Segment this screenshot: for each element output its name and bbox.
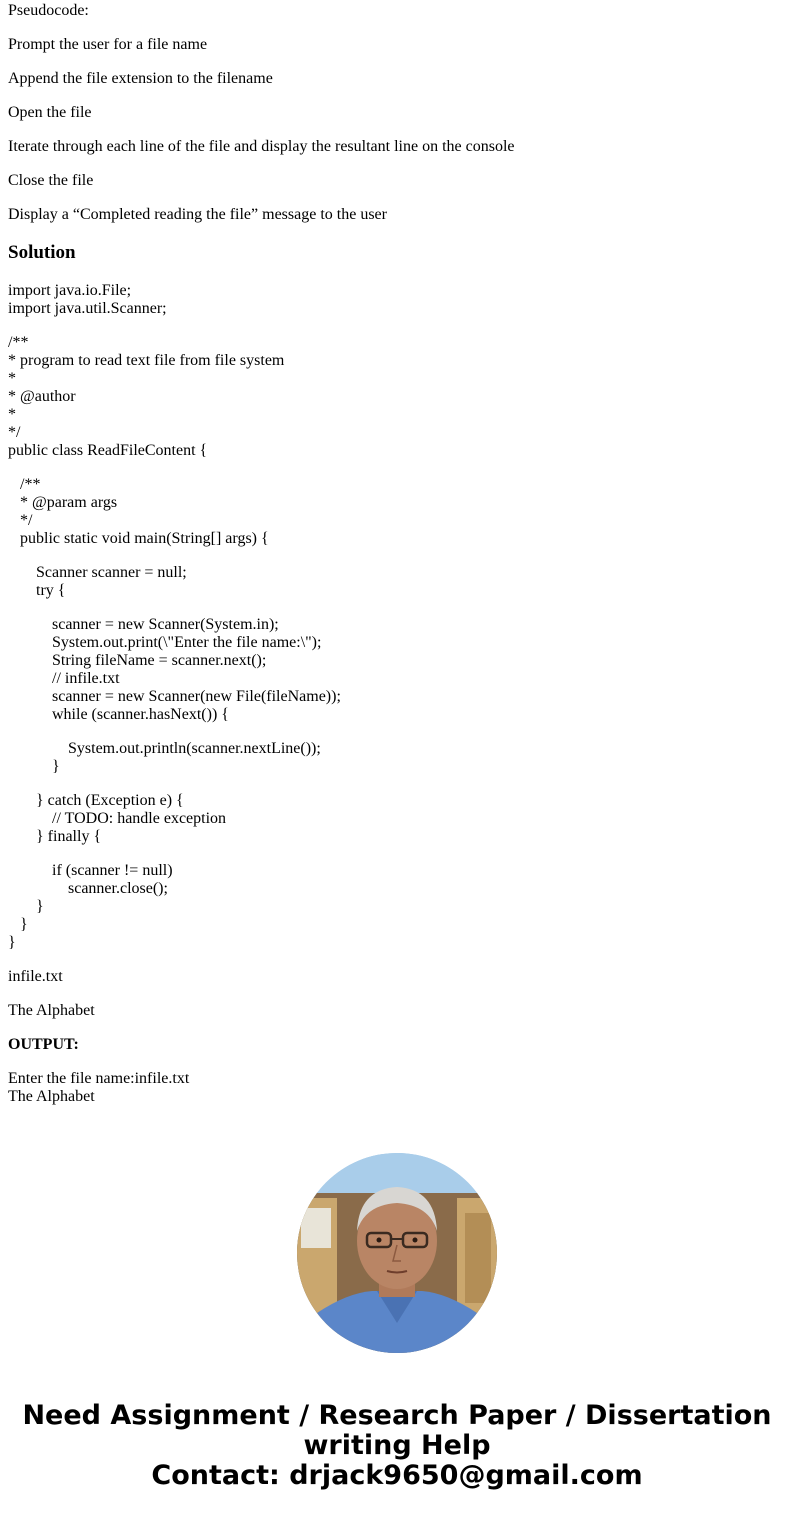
code-block xyxy=(8,740,788,776)
output-line: The Alphabet xyxy=(8,1088,95,1105)
pseudocode-step: Display a “Completed reading the file” message to the user xyxy=(8,206,387,223)
code-block xyxy=(8,616,788,724)
code-block xyxy=(8,334,788,460)
code-block xyxy=(8,792,788,846)
author-portrait-image xyxy=(297,1153,497,1353)
code-line: Scanner scanner = null; xyxy=(8,564,187,581)
code-line: */ xyxy=(8,512,33,529)
contact-email: Contact: drjack9650@gmail.com xyxy=(151,1460,643,1491)
code-line: System.out.print(\"Enter the file name:\"); xyxy=(8,634,322,651)
code-line: /** xyxy=(8,476,41,493)
code-line: scanner = new Scanner(new File(fileName)); xyxy=(8,688,341,705)
code-line: // infile.txt xyxy=(8,670,120,687)
code-line: import java.util.Scanner; xyxy=(8,300,167,317)
output-line: Enter the file name:infile.txt xyxy=(8,1070,190,1087)
code-block xyxy=(8,282,788,318)
code-line: try { xyxy=(8,582,66,599)
code-block xyxy=(8,862,788,952)
code-line: * @param args xyxy=(8,494,118,511)
code-line: * program to read text file from file system xyxy=(8,352,285,369)
code-line: * @author xyxy=(8,388,76,405)
code-line: * xyxy=(8,406,16,423)
pseudocode-step: Iterate through each line of the file and display the resultant line on the console xyxy=(8,138,515,155)
code-line: */ xyxy=(8,424,21,441)
code-block xyxy=(8,476,788,548)
code-line: } finally { xyxy=(8,828,102,845)
help-banner xyxy=(0,1401,794,1491)
help-banner-line: writing Help xyxy=(303,1430,491,1461)
code-line: } xyxy=(8,758,60,775)
document-body xyxy=(8,0,788,1122)
code-block xyxy=(8,564,788,600)
code-line: * xyxy=(8,370,16,387)
code-line: public static void main(String[] args) { xyxy=(8,530,269,547)
code-line: scanner.close(); xyxy=(8,880,168,897)
pseudocode-step: Prompt the user for a file name xyxy=(8,36,208,53)
file-content: The Alphabet xyxy=(8,1002,95,1019)
output-label: OUTPUT: xyxy=(8,1036,79,1053)
pseudocode-step: Open the file xyxy=(8,104,92,121)
code-line: scanner = new Scanner(System.in); xyxy=(8,616,279,633)
code-line: public class ReadFileContent { xyxy=(8,442,208,459)
code-line: } xyxy=(8,934,16,951)
code-listing xyxy=(8,282,788,952)
code-line: } xyxy=(8,898,44,915)
code-line: // TODO: handle exception xyxy=(8,810,227,827)
solution-heading: Solution xyxy=(8,242,76,263)
author-avatar xyxy=(297,1153,497,1353)
pseudocode-heading: Pseudocode: xyxy=(8,2,89,19)
file-name: infile.txt xyxy=(8,968,63,985)
code-line: System.out.println(scanner.nextLine()); xyxy=(8,740,321,757)
code-line: } xyxy=(8,916,28,933)
pseudocode-step: Close the file xyxy=(8,172,94,189)
pseudocode-step: Append the file extension to the filename xyxy=(8,70,273,87)
code-line: while (scanner.hasNext()) { xyxy=(8,706,229,723)
code-line: import java.io.File; xyxy=(8,282,132,299)
help-banner-line: Need Assignment / Research Paper / Dissertation xyxy=(22,1400,772,1431)
code-line: } catch (Exception e) { xyxy=(8,792,184,809)
code-line: /** xyxy=(8,334,29,351)
code-line: String fileName = scanner.next(); xyxy=(8,652,267,669)
code-line: if (scanner != null) xyxy=(8,862,173,879)
output-block xyxy=(8,1070,788,1106)
